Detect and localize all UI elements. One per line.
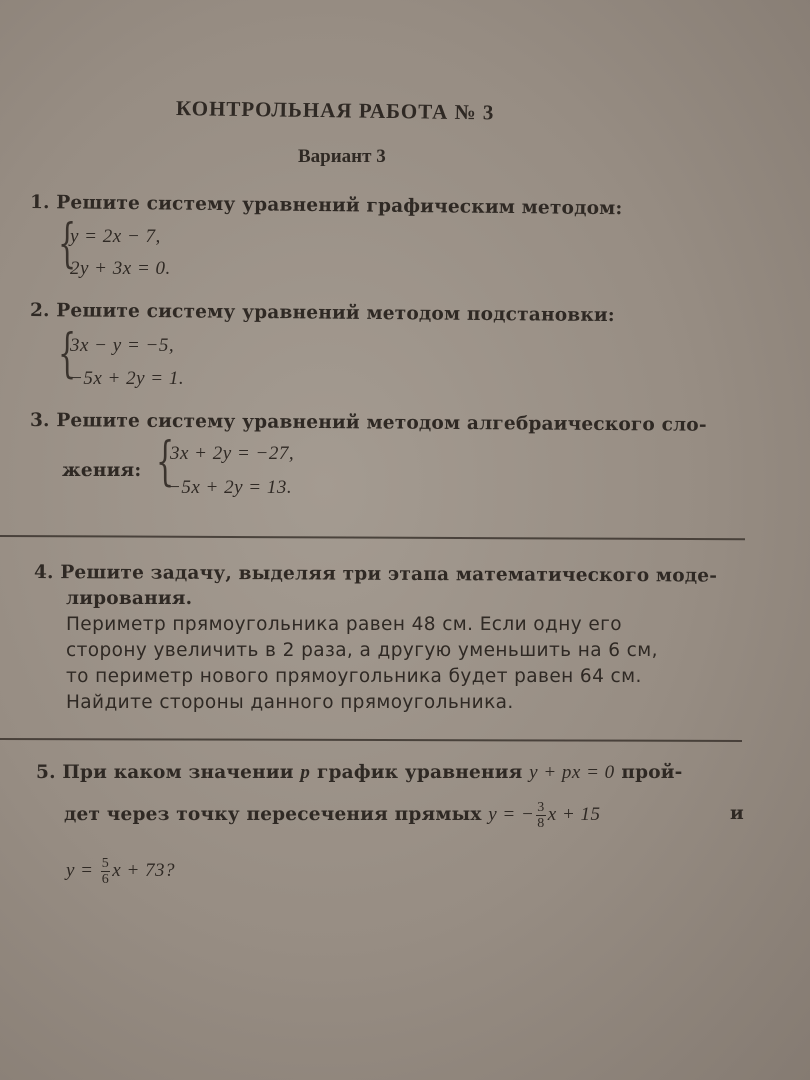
fraction-numerator: 3 [537, 800, 545, 815]
system-brace: { [156, 432, 175, 492]
fraction-denominator: 8 [537, 816, 545, 831]
task-4-line-1: Периметр прямоугольника равен 48 см. Если одну его [66, 614, 622, 635]
system-brace: { [58, 324, 77, 384]
task-3-equation-1: 3x + 2y = −27, [170, 443, 295, 464]
section-divider [0, 738, 742, 742]
task-5-main-equation: y + px = 0 [529, 762, 615, 783]
task-2-equation-2: −5x + 2y = 1. [70, 368, 185, 389]
fraction-3-8 [536, 800, 546, 831]
fraction-numerator: 5 [101, 856, 110, 871]
task-5-text-d: дет через точку пересечения прямых [64, 803, 489, 825]
task-3-equation-2: −5x + 2y = 13. [168, 477, 293, 498]
task-5-line-1 [36, 762, 683, 784]
task-4-heading: 4. Решите задачу, выделяя три этапа математического моде- [33, 562, 718, 587]
task-5-text-a: 5. При каком значении [36, 762, 301, 783]
section-divider [0, 535, 745, 540]
line-2-equation [66, 856, 175, 887]
task-1-equation-2: 2y + 3x = 0. [70, 258, 171, 279]
task-3-text: 3. Решите систему уравнений методом алгебраического сло- [29, 410, 707, 436]
task-3-text-continued: жения: [62, 460, 142, 481]
line-1-equation [488, 800, 601, 831]
task-2-text: 2. Решите систему уравнений методом подстановки: [29, 300, 615, 327]
task-5-text-c: прой- [614, 762, 683, 783]
page-title: КОНТРОЛЬНАЯ РАБОТА № 3 [175, 96, 495, 125]
parameter-p: p [300, 762, 311, 783]
task-5-conjunction: и [730, 803, 744, 824]
task-5-text-b: график уравнения [310, 762, 530, 783]
task-4-line-2: сторону увеличить в 2 раза, а другую уменьшить на 6 см, [66, 640, 658, 661]
task-1-text: 1. Решите систему уравнений графическим методом: [29, 192, 623, 220]
fraction-5-6 [101, 856, 111, 887]
task-4-line-4: Найдите стороны данного прямоугольника. [66, 692, 514, 713]
task-2-equation-1: 3x − y = −5, [70, 335, 175, 356]
line-1-equation-prefix: y = − [488, 803, 535, 825]
fraction-denominator: 6 [101, 872, 110, 887]
task-4-line-3: то периметр нового прямоугольника будет равен 64 см. [66, 666, 642, 687]
task-1-equation-1: y = 2x − 7, [70, 226, 161, 247]
system-brace: { [58, 214, 77, 274]
task-4-heading-continued: лирования. [66, 588, 193, 609]
line-1-equation-suffix: x + 15 [547, 803, 601, 825]
variant-label: Вариант 3 [298, 146, 386, 167]
task-5-line-2 [64, 800, 601, 831]
line-2-equation-prefix: y = [66, 859, 99, 881]
line-2-equation-suffix: x + 73? [112, 859, 176, 881]
